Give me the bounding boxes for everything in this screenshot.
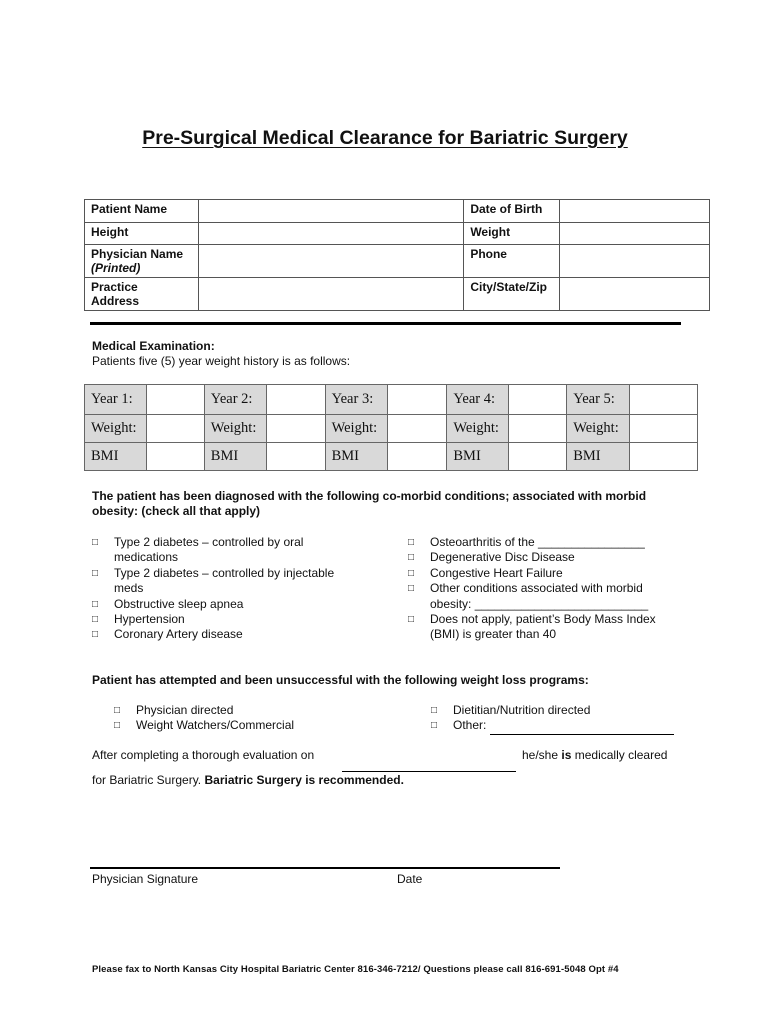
date-of-birth-label: Date of Birth: [464, 200, 560, 223]
comorbid-option: □ Hypertension: [92, 612, 185, 627]
weight-5-field[interactable]: [630, 415, 698, 443]
checkbox[interactable]: □: [408, 583, 415, 595]
comorbid-right-list: [408, 535, 656, 643]
bmi-5-field[interactable]: [630, 443, 698, 471]
other-program-field[interactable]: [490, 718, 674, 734]
bmi-3-field[interactable]: [387, 443, 447, 471]
weight-field[interactable]: [560, 223, 710, 245]
weight-4-label: Weight:: [447, 415, 509, 443]
checkbox[interactable]: □: [92, 629, 99, 641]
bmi-3-label: BMI: [325, 443, 387, 471]
bmi-5-label: BMI: [567, 443, 630, 471]
comorbid-left-list: [92, 535, 334, 643]
checkbox[interactable]: □: [114, 720, 121, 732]
comorbid-option: □ Osteoarthritis of the ________________: [408, 535, 645, 549]
checkbox[interactable]: □: [431, 720, 438, 732]
program-option: □ Physician directed: [114, 703, 234, 717]
checkbox[interactable]: □: [92, 614, 99, 626]
height-label: Height: [85, 223, 199, 245]
checkbox[interactable]: □: [431, 705, 438, 716]
comorbid-option: □ Does not apply, patient’s Body Mass Index (BMI) is greater than 40: [408, 612, 656, 642]
bmi-2-field[interactable]: [266, 443, 325, 471]
recommendation-text: for Bariatric Surgery. Bariatric Surgery is recommended.: [92, 773, 404, 787]
height-field[interactable]: [198, 223, 463, 245]
weight-2-label: Weight:: [204, 415, 266, 443]
comorbid-option: □ Type 2 diabetes – controlled by oral medications: [92, 535, 304, 565]
year-1-label: Year 1:: [85, 385, 147, 415]
bmi-4-label: BMI: [447, 443, 509, 471]
city-state-zip-label: City/State/Zip: [464, 278, 560, 311]
checkbox[interactable]: □: [114, 705, 121, 716]
patient-name-label: Patient Name: [85, 200, 199, 223]
checkbox[interactable]: □: [92, 567, 99, 579]
year-5-label: Year 5:: [567, 385, 630, 415]
practice-address-field[interactable]: [198, 278, 463, 311]
date-of-birth-field[interactable]: [560, 200, 710, 223]
weight-history-table: [84, 384, 698, 471]
date-label: Date: [397, 872, 423, 886]
bmi-4-field[interactable]: [509, 443, 567, 471]
patient-info-table: [84, 199, 710, 311]
patient-name-field[interactable]: [198, 200, 463, 223]
bmi-2-label: BMI: [204, 443, 266, 471]
footer-fax-note: Please fax to North Kansas City Hospital Bariatric Center 816-346-7212/ Questions please call 816-691-5048 Opt #4: [92, 964, 619, 975]
physician-name-label: Physician Name (Printed): [85, 245, 199, 278]
weight-3-field[interactable]: [387, 415, 447, 443]
comorbid-option: □ Type 2 diabetes – controlled by injectable meds: [92, 565, 335, 596]
weight-4-field[interactable]: [509, 415, 567, 443]
checkbox[interactable]: □: [408, 552, 415, 564]
practice-address-label: Practice Address: [85, 278, 199, 311]
weight-3-label: Weight:: [325, 415, 387, 443]
program-option: □ Dietitian/Nutrition directed: [431, 703, 591, 717]
comorbid-option: □ Degenerative Disc Disease: [408, 550, 575, 565]
year-2-field[interactable]: [266, 385, 325, 415]
program-option: □ Other:: [431, 718, 674, 734]
physician-signature-label: Physician Signature: [92, 872, 199, 886]
clearance-text-1: After completing a thorough evaluation on: [92, 748, 315, 762]
weight-5-label: Weight:: [567, 415, 630, 443]
bmi-1-label: BMI: [85, 443, 147, 471]
year-5-field[interactable]: [630, 385, 698, 415]
physician-name-field[interactable]: [198, 245, 463, 278]
clearance-text-2: he/she is medically cleared: [522, 748, 668, 762]
weight-label: Weight: [464, 223, 560, 245]
checkbox[interactable]: □: [408, 537, 415, 548]
comorbid-option: □ Other conditions associated with morbid obesity: __________________________: [408, 581, 649, 611]
phone-field[interactable]: [560, 245, 710, 278]
year-1-field[interactable]: [146, 385, 204, 415]
city-state-zip-field[interactable]: [560, 278, 710, 311]
comorbid-heading: The patient has been diagnosed with the following co-morbid conditions; associated with morbid obesity: (check all that apply): [92, 489, 647, 518]
evaluation-date-field[interactable]: [342, 771, 516, 772]
medical-examination-heading: Medical Examination:: [92, 339, 215, 353]
bmi-1-field[interactable]: [146, 443, 204, 471]
phone-label: Phone: [464, 245, 560, 278]
comorbid-option: □ Coronary Artery disease: [92, 627, 243, 642]
section-divider: [90, 322, 681, 325]
comorbid-option: □ Congestive Heart Failure: [408, 565, 563, 580]
checkbox[interactable]: □: [92, 598, 99, 610]
programs-left-list: [114, 703, 294, 734]
programs-right-list: [431, 703, 674, 735]
year-4-label: Year 4:: [447, 385, 509, 415]
year-4-field[interactable]: [509, 385, 567, 415]
weight-history-intro: Patients five (5) year weight history is as follows:: [92, 354, 351, 368]
program-option: □ Weight Watchers/Commercial: [114, 718, 295, 733]
year-3-field[interactable]: [387, 385, 447, 415]
weight-1-label: Weight:: [85, 415, 147, 443]
weight-2-field[interactable]: [266, 415, 325, 443]
programs-heading: Patient has attempted and been unsuccessful with the following weight loss programs:: [92, 673, 589, 687]
weight-1-field[interactable]: [146, 415, 204, 443]
signature-line[interactable]: [90, 867, 560, 869]
year-2-label: Year 2:: [204, 385, 266, 415]
year-3-label: Year 3:: [325, 385, 387, 415]
checkbox[interactable]: □: [92, 537, 99, 548]
comorbid-option: □ Obstructive sleep apnea: [92, 596, 244, 611]
checkbox[interactable]: □: [408, 567, 415, 579]
printed-note: (Printed): [91, 261, 141, 275]
page-title: Pre-Surgical Medical Clearance for Bariatric Surgery: [142, 127, 628, 149]
checkbox[interactable]: □: [408, 614, 415, 626]
